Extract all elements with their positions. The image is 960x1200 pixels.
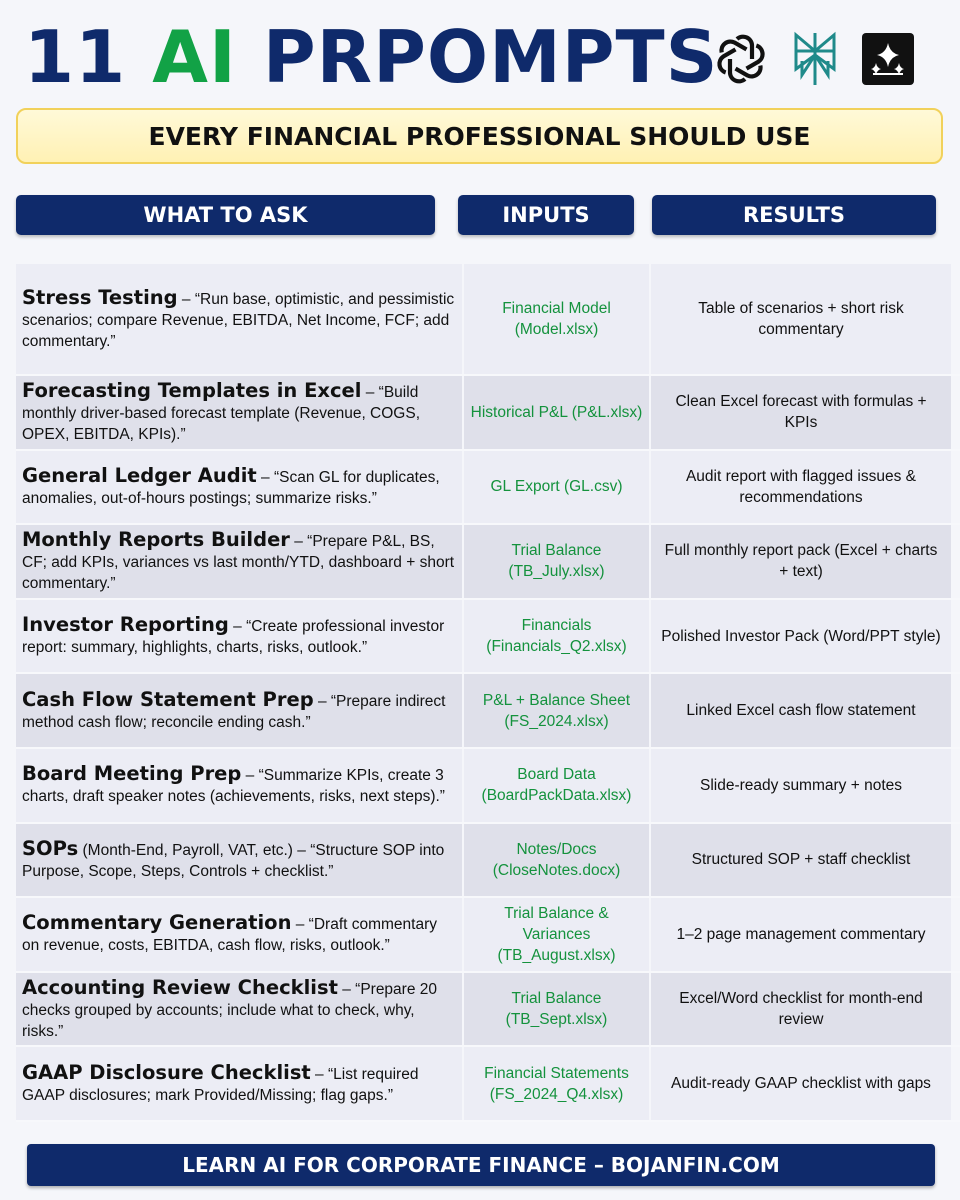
prompt-title: Cash Flow Statement Prep [22, 687, 314, 711]
input-cell: Trial Balance & Variances (TB_August.xlsx) [464, 898, 649, 971]
result-cell: Polished Investor Pack (Word/PPT style) [651, 600, 951, 673]
result-cell: Structured SOP + staff checklist [651, 824, 951, 897]
prompt-title: Investor Reporting [22, 613, 229, 637]
prompt-title: General Ledger Audit [22, 463, 257, 487]
prompt-text: – “Run base, optimistic, and pessimistic scenarios; compare Revenue, EBITDA, Net Income, FCF; add commentary.” [22, 290, 455, 350]
table-row [16, 973, 960, 1048]
table-row [16, 264, 960, 376]
prompt-text: (Month-End, Payroll, VAT, etc.) – “Structure SOP into Purpose, Scope, Steps, Controls + checklist.” [22, 841, 445, 880]
prompt-text: – “Summarize KPIs, create 3 charts, draft speaker notes (achievements, risks, next steps).” [22, 767, 445, 806]
ask-cell [16, 525, 462, 598]
result-cell: Clean Excel forecast with formulas + KPIs [651, 376, 951, 449]
table-row [16, 824, 960, 899]
prompt-title: Commentary Generation [22, 911, 292, 935]
prompt-text: – “List required GAAP disclosures; mark Provided/Missing; flag gaps.” [22, 1065, 419, 1104]
input-cell: Financial Statements (FS_2024_Q4.xlsx) [464, 1047, 649, 1120]
table-row [16, 1047, 960, 1122]
result-cell: Table of scenarios + short risk commentary [651, 264, 951, 374]
prompt-title: GAAP Disclosure Checklist [22, 1060, 311, 1084]
table-row [16, 749, 960, 824]
title-number: 11 [24, 15, 127, 99]
footer-banner[interactable]: LEARN AI FOR CORPORATE FINANCE – BOJANFIN.COM [27, 1144, 935, 1186]
prompt-text: – “Build monthly driver-based forecast template (Revenue, COGS, OPEX, EBITDA, KPIs).” [22, 383, 421, 443]
ask-cell [16, 376, 462, 449]
input-cell: Financial Model (Model.xlsx) [464, 264, 649, 374]
input-cell: Trial Balance (TB_July.xlsx) [464, 525, 649, 598]
prompt-title: Monthly Reports Builder [22, 527, 290, 551]
openai-icon [714, 32, 768, 86]
prompt-text: – “Draft commentary on revenue, costs, EBITDA, cash flow, risks, outlook.” [22, 916, 438, 955]
table-row [16, 376, 960, 451]
column-header-ask: WHAT TO ASK [16, 195, 435, 235]
prompt-text: – “Prepare P&L, BS, CF; add KPIs, variances vs last month/YTD, dashboard + short commentary.” [22, 532, 455, 592]
prompt-table [16, 264, 960, 1122]
prompt-title: Accounting Review Checklist [22, 975, 338, 999]
ask-cell [16, 674, 462, 747]
gemini-sparkle-icon [862, 33, 914, 85]
subtitle-banner: EVERY FINANCIAL PROFESSIONAL SHOULD USE [16, 108, 943, 164]
prompt-title: Board Meeting Prep [22, 762, 242, 786]
result-cell: Audit-ready GAAP checklist with gaps [651, 1047, 951, 1120]
input-cell: Financials (Financials_Q2.xlsx) [464, 600, 649, 673]
ask-cell [16, 824, 462, 897]
result-cell: Full monthly report pack (Excel + charts + text) [651, 525, 951, 598]
result-cell: Linked Excel cash flow statement [651, 674, 951, 747]
prompt-text: – “Scan GL for duplicates, anomalies, out-of-hours postings; summarize risks.” [22, 468, 440, 507]
result-cell: Excel/Word checklist for month-end review [651, 973, 951, 1046]
ask-cell [16, 451, 462, 524]
result-cell: 1–2 page management commentary [651, 898, 951, 971]
title-word: PRPOMPTS [262, 15, 719, 99]
title-row [24, 14, 936, 100]
prompt-text: – “Create professional investor report: summary, highlights, charts, risks, outlook.” [22, 618, 445, 657]
table-row [16, 674, 960, 749]
prompt-title: SOPs [22, 836, 79, 860]
prompt-title: Forecasting Templates in Excel [22, 378, 362, 402]
column-header-results: RESULTS [652, 195, 936, 235]
column-header-inputs: INPUTS [458, 195, 634, 235]
input-cell: Notes/Docs (CloseNotes.docx) [464, 824, 649, 897]
input-cell: Board Data (BoardPackData.xlsx) [464, 749, 649, 822]
input-cell: Trial Balance (TB_Sept.xlsx) [464, 973, 649, 1046]
ask-cell [16, 749, 462, 822]
result-cell: Audit report with flagged issues & recommendations [651, 451, 951, 524]
prompt-text: – “Prepare 20 checks grouped by accounts; include what to check, why, risks.” [22, 980, 438, 1040]
ask-cell [16, 898, 462, 971]
ask-cell [16, 1047, 462, 1120]
perplexity-icon [788, 32, 842, 86]
result-cell: Slide-ready summary + notes [651, 749, 951, 822]
table-row [16, 600, 960, 675]
prompt-title: Stress Testing [22, 285, 178, 309]
ask-cell [16, 600, 462, 673]
title-ai: AI [152, 15, 237, 99]
logo-group [714, 32, 914, 86]
ask-cell [16, 973, 462, 1046]
table-row [16, 451, 960, 526]
input-cell: P&L + Balance Sheet (FS_2024.xlsx) [464, 674, 649, 747]
page-title [24, 14, 718, 100]
prompt-text: – “Prepare indirect method cash flow; reconcile ending cash.” [22, 692, 446, 731]
input-cell: Historical P&L (P&L.xlsx) [464, 376, 649, 449]
table-row [16, 525, 960, 600]
ask-cell [16, 264, 462, 374]
table-row [16, 898, 960, 973]
input-cell: GL Export (GL.csv) [464, 451, 649, 524]
